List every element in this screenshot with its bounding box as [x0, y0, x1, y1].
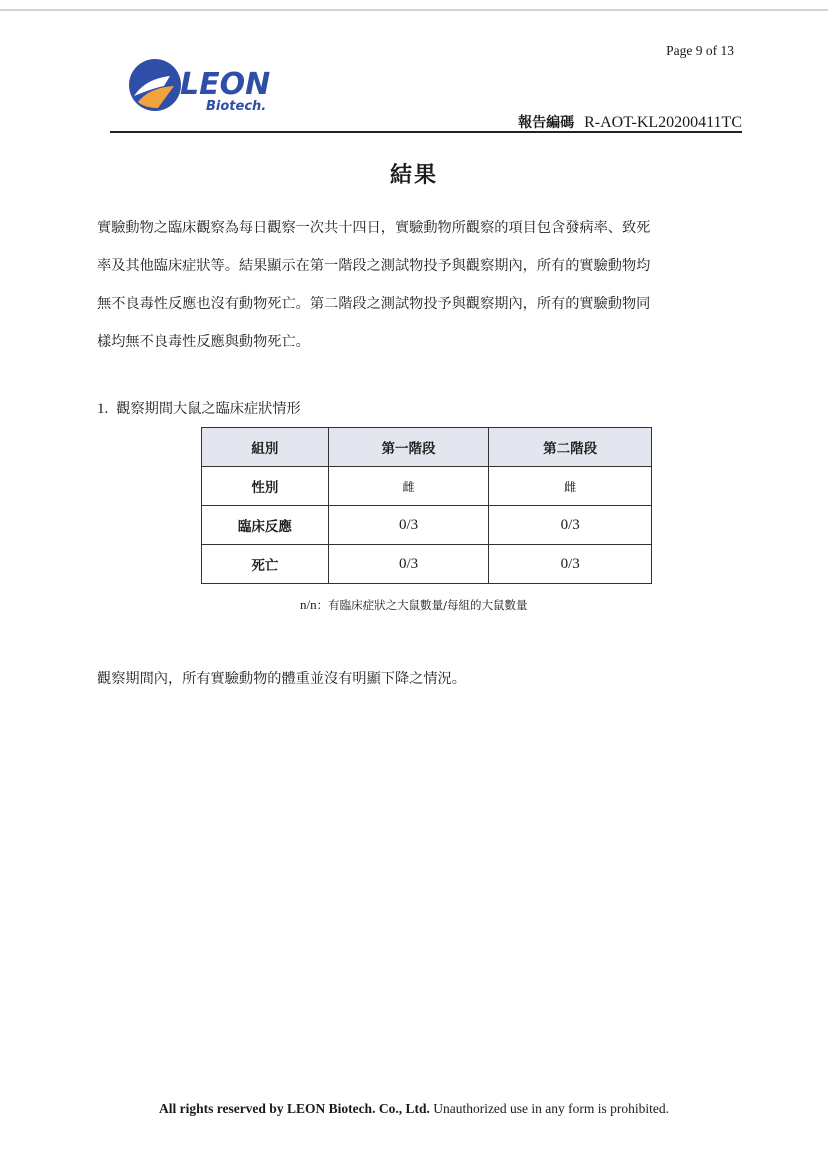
table-cell: 0/3: [489, 506, 652, 545]
page-number: Page 9 of 13: [666, 43, 734, 58]
table-row: [202, 506, 652, 545]
paragraph-line: 率及其他臨床症狀等。結果顯示在第一階段之測試物投予與觀察期內，所有的實驗動物均: [97, 258, 651, 274]
paragraph-line: 樣均無不良毒性反應與動物死亡。: [97, 334, 310, 350]
logo-main-text: LEON: [180, 67, 271, 102]
row-label: 性別: [202, 467, 329, 506]
header-cell-stage1: 第一階段: [328, 428, 489, 467]
paragraph-line: 實驗動物之臨床觀察為每日觀察一次共十四日，實驗動物所觀察的項目包含發病率、致死: [97, 220, 651, 236]
leon-biotech-logo: [128, 56, 288, 116]
logo-sub-text: Biotech.: [206, 99, 267, 114]
table-cell: 0/3: [328, 506, 489, 545]
row-label: 死亡: [202, 545, 329, 584]
table-header-row: [202, 428, 652, 467]
header-cell-stage2: 第二階段: [489, 428, 652, 467]
paragraph-line: 無不良毒性反應也沒有動物死亡。第二階段之測試物投予與觀察期內，所有的實驗動物同: [97, 296, 651, 312]
section-title: 觀察期間大鼠之臨床症狀情形: [116, 401, 301, 417]
report-number-label: 報告編碼: [518, 115, 575, 131]
report-number-value: R-AOT-KL20200411TC: [584, 114, 742, 131]
section-number: 1.: [97, 401, 109, 417]
table-note-text: ：有臨床症狀之大鼠數量/每組的大鼠數量: [316, 598, 528, 612]
table-cell: 雌: [328, 467, 489, 506]
table-row: [202, 545, 652, 584]
table-row: [202, 467, 652, 506]
page-title: 結果: [389, 163, 438, 188]
table-note-prefix: n/n: [300, 597, 317, 612]
footer-normal-text: Unauthorized use in any form is prohibited.: [429, 1101, 670, 1116]
table-cell: 0/3: [489, 545, 652, 584]
table-note: [300, 597, 528, 613]
clinical-observation-table: [201, 427, 652, 584]
header-cell-group: 組別: [202, 428, 329, 467]
results-paragraph: [97, 209, 757, 361]
scan-top-edge: [0, 9, 828, 11]
report-number: [518, 112, 742, 132]
row-label: 臨床反應: [202, 506, 329, 545]
footer-copyright: [0, 1101, 828, 1117]
footer-bold-text: All rights reserved by LEON Biotech. Co., Ltd.: [158, 1101, 430, 1116]
table-cell: 雌: [489, 467, 652, 506]
table-cell: 0/3: [328, 545, 489, 584]
header-divider: [110, 131, 742, 133]
conclusion-text: 觀察期間內，所有實驗動物的體重並沒有明顯下降之情況。: [97, 671, 466, 687]
section-heading: [97, 398, 301, 418]
